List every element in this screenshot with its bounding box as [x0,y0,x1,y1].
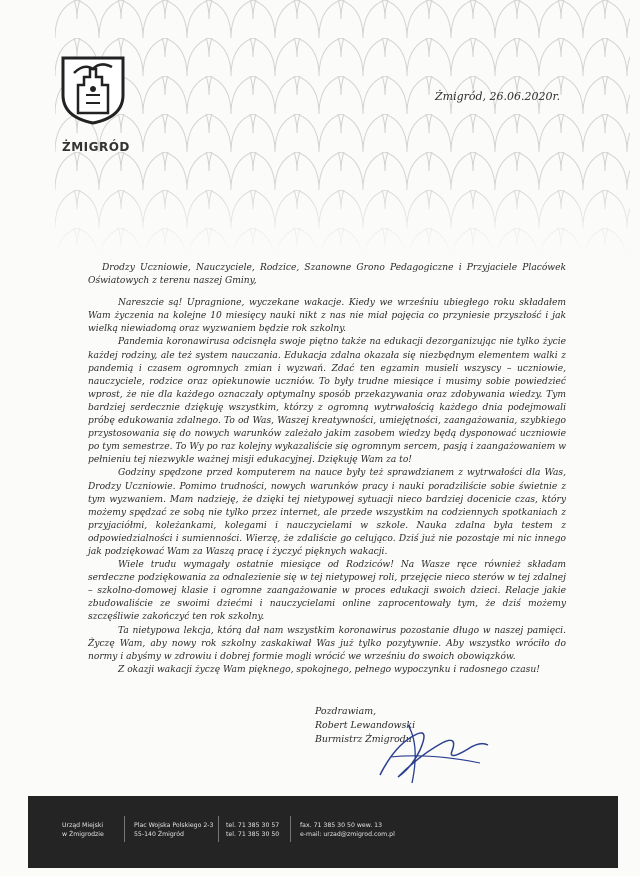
footer-email: e-mail: urzad@zmigrod.com.pl [300,831,395,838]
footer-office-line: w Żmigrodzie [62,831,104,838]
brand-name: ŻMIGRÓD [62,140,130,154]
footer-phones [226,821,279,839]
letter-body [88,262,566,677]
footer-contact [300,821,395,839]
letter-paragraph: Nareszcie są! Upragnione, wyczekane wakacje. Kiedy we wrześniu ubiegłego roku składałem Wam życzenia na kolejne 10 miesięcy nauki nikt z nas nie miał pojęcia co przyniesie przyszłość i jak wielką niewiadomą oraz wyzwaniem będzie rok szkolny. [88,298,566,335]
footer-divider [290,816,291,842]
letter-paragraph: Godziny spędzone przed komputerem na nauce były też sprawdzianem z wytrwałości dla Was, Drodzy Uczniowie. Pomimo trudności, nowych warunków pracy i nauki poradziliście sobie świetnie z tym wyzwaniem. Mam nadzieję, że dzięki tej nietypowej sytuacji nieco bardziej docenicie czas, który możemy spędzać ze sobą nie tylko przez internet, ale przede wszystkim na codziennych spotkaniach z przyjaciółmi, koleżankami, kolegami i nauczycielami w szkole. Nauka zdalna była testem z odpowiedzialności i sumienności. Wierzę, że zdaliście go celująco. Dziś już nie pozostaje mi nic innego jak podziękować Wam za Waszą pracę i życzyć pięknych wakacji. [88,468,566,557]
letterhead-footer [28,796,618,868]
letter-paragraph: Wiele trudu wymagały ostatnie miesiące od Rodziców! Na Wasze ręce również składam serdeczne podziękowania za odnalezienie się w tej nietypowej roli, przejęcie nieco sterów w tej zdalnej – szkolno-domowej klasie i ogromne zaangażowanie w proces edukacji swoich dzieci. Relacje jakie zbudowaliście ze swoimi dziećmi i nauczycielami online zaprocentowały tym, że dziś możemy szczęśliwie zakończyć ten rok szkolny. [88,560,566,623]
handwritten-signature [360,705,510,785]
letter-paragraph: Z okazji wakacji życzę Wam pięknego, spokojnego, pełnego wypoczynku i radosnego czasu! [118,664,540,675]
footer-address-line: 55-140 Żmigród [134,831,184,838]
signature-title: Burmistrz Żmigrodu [315,734,412,745]
signature-greeting: Pozdrawiam, [315,706,377,717]
letter-salutation: Drodzy Uczniowie, Nauczyciele, Rodzice, Szanowne Grono Pedagogiczne i Przyjaciele Placówek Oświatowych z terenu naszej Gminy, [88,263,566,287]
letter-date: Żmigród, 26.06.2020r. [435,90,561,103]
footer-phone-line: tel. 71 385 30 50 [226,831,280,838]
zmigrod-coat-of-arms-icon [60,55,126,125]
footer-office [62,821,104,839]
footer-address-line: Plac Wojska Polskiego 2-3 [134,822,214,829]
footer-divider [218,816,219,842]
footer-address [134,821,213,839]
signature-name: Robert Lewandowski [315,720,416,731]
footer-divider [124,816,125,842]
footer-office-line: Urząd Miejski [62,822,104,829]
letter-paragraph: Pandemia koronawirusa odcisnęła swoje piętno także na edukacji dezorganizując nie tylko życie każdej rodziny, ale też system nauczania. Edukacja zdalna okazała się niezbędnym elementem walki z pandemią i czasem ogromnych zmian i wyzwań. Zdać ten egzamin musieli wszyscy – uczniowie, nauczyciele, rodzice oraz opiekunowie uczniów. To były trudne miesiące i musimy sobie powiedzieć wprost, że nie dla każdego oznaczały optymalny sposób przekazywania oraz zdobywania wiedzy. Tym bardziej serdecznie dziękuję wszystkim, którzy z ogromną wytrwałością każdego dnia podejmowali próbę edukowania zdalnego. To od Was, Waszej kreatywności, umiejętności, zaangażowania, szybkiego przystosowania się do nowych warunków zależało jakim zasobem wiedzy będą dysponować uczniowie po tym semestrze. To Wy po raz kolejny wykazaliście się ogromnym sercem, pasją i zaangażowaniem w pełnieniu tej niezwykle ważnej misji edukacyjnej. Dziękuję Wam za to! [88,337,566,466]
scale-pattern-background [55,0,630,255]
letter-paragraph: Ta nietypowa lekcja, którą dał nam wszystkim koronawirus pozostanie długo w naszej pamięci. Życzę Wam, aby nowy rok szkolny zaskakiwał Was już tylko pozytywnie. Aby wszystko wróciło do normy i abyśmy w zdrowiu i dobrej formie mogli wrócić we wrześniu do swoich obowiązków. [88,625,566,662]
footer-phone-line: tel. 71 385 30 57 [226,822,280,829]
footer-fax: fax. 71 385 30 50 wew. 13 [300,822,383,829]
